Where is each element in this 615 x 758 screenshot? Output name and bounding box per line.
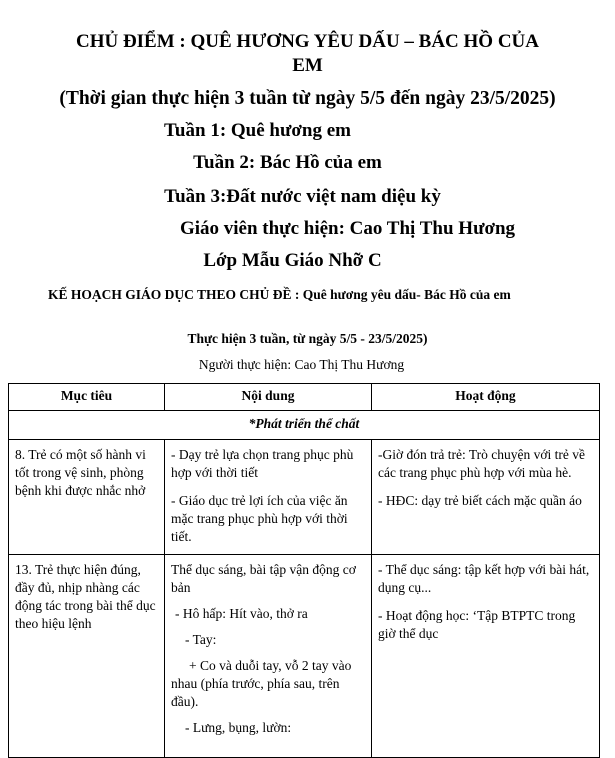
header-activity: Hoạt động xyxy=(372,384,600,411)
content-line: - Lưng, bụng, lườn: xyxy=(185,720,292,735)
content-line: - Hô hấp: Hít vào, thở ra xyxy=(175,606,308,621)
table-row xyxy=(9,555,600,758)
week-1: Tuần 1: Quê hương em xyxy=(164,120,351,141)
goal-cell: 13. Trẻ thực hiện đúng, đầy đủ, nhịp nhàng các động tác trong bài thể dục theo hiệu lệnh xyxy=(9,555,165,758)
class-line: Lớp Mẫu Giáo Nhỡ C xyxy=(203,250,382,271)
content-line: Thể dục sáng, bài tập vận động cơ bản xyxy=(171,562,356,595)
plan-title: KẾ HOẠCH GIÁO DỤC THEO CHỦ ĐỀ : Quê hương yêu dấu- Bác Hồ của em xyxy=(48,287,511,302)
content-cell xyxy=(165,440,372,555)
activity-line: - Hoạt động học: ‘Tập BTPTC trong giờ thể dục xyxy=(378,608,576,641)
week-2: Tuần 2: Bác Hồ của em xyxy=(193,152,382,173)
teacher-line: Giáo viên thực hiện: Cao Thị Thu Hương xyxy=(179,218,516,239)
header-content: Nội dung xyxy=(165,384,372,411)
plan-performer: Người thực hiện: Cao Thị Thu Hương xyxy=(198,357,405,372)
activity-line: - HĐC: dạy trẻ biết cách mặc quần áo xyxy=(378,493,582,508)
content-line: - Dạy trẻ lựa chọn trang phục phù hợp với thời tiết xyxy=(171,447,354,480)
goal-cell: 8. Trẻ có một số hành vi tốt trong vệ sinh, phòng bệnh khi được nhắc nhở xyxy=(9,440,165,555)
activity-line: -Giờ đón trả trẻ: Trò chuyện với trẻ về các trang phục phù hợp với mùa hè. xyxy=(378,447,585,480)
week-3: Tuần 3:Đất nước việt nam diệu kỳ xyxy=(164,186,441,207)
section-physical: *Phát triển thể chất xyxy=(9,411,600,440)
activity-cell xyxy=(372,440,600,555)
plan-duration: Thực hiện 3 tuần, từ ngày 5/5 - 23/5/2025) xyxy=(187,331,428,346)
content-line: + Co và duỗi tay, vỗ 2 tay vào nhau (phía trước, phía sau, trên đầu). xyxy=(171,658,352,709)
section-row xyxy=(9,411,600,440)
table-header-row xyxy=(9,384,600,411)
theme-title-line2: EM xyxy=(292,55,323,76)
education-plan-table xyxy=(8,383,600,758)
theme-title-line1: CHỦ ĐIỂM : QUÊ HƯƠNG YÊU DẤU – BÁC HỒ CỦA xyxy=(75,31,540,52)
activity-cell xyxy=(372,555,600,758)
header-goal: Mục tiêu xyxy=(9,384,165,411)
period-line: (Thời gian thực hiện 3 tuần từ ngày 5/5 đến ngày 23/5/2025) xyxy=(59,88,556,109)
content-line: - Tay: xyxy=(185,632,217,647)
content-line: - Giáo dục trẻ lợi ích của việc ăn mặc trang phục phù hợp với thời tiết. xyxy=(171,493,348,544)
table-row xyxy=(9,440,600,555)
content-cell xyxy=(165,555,372,758)
activity-line: - Thể dục sáng: tập kết hợp với bài hát, dụng cụ... xyxy=(378,562,590,595)
